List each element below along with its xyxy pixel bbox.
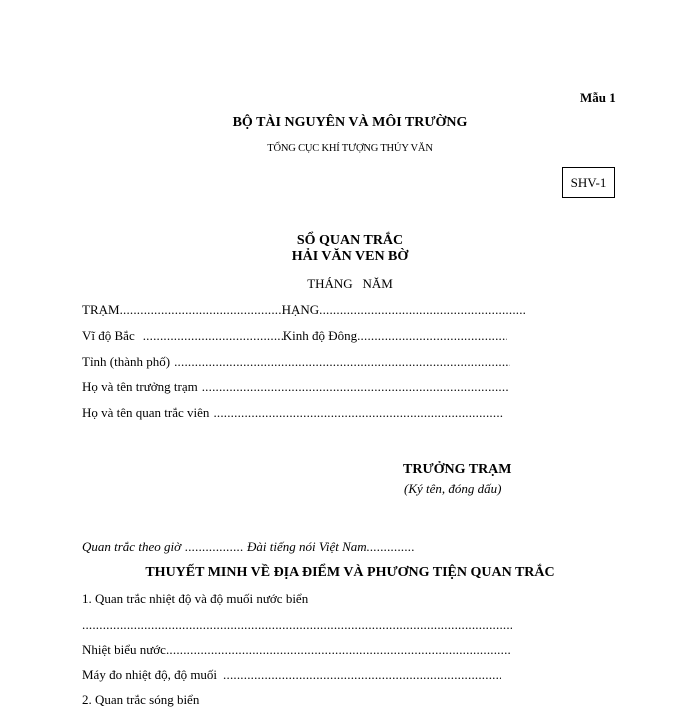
- thermometer-fill[interactable]: [166, 642, 510, 658]
- latitude-row: [82, 328, 507, 346]
- radio-label: Đài tiếng nói Việt Nam: [247, 539, 367, 554]
- item1-row: [82, 591, 308, 609]
- month-year: THÁNG NĂM: [307, 276, 393, 291]
- grade-label: HẠNG: [281, 302, 320, 317]
- province-fill[interactable]: [174, 354, 510, 370]
- province-label: Tỉnh (thành phố): [82, 354, 171, 369]
- observation-fill[interactable]: [185, 539, 243, 555]
- latitude-label: Vĩ độ Bắc: [82, 328, 135, 343]
- form-code: Mẫu 1: [580, 90, 616, 105]
- form-id-box: SHV-1: [562, 167, 615, 198]
- longitude-label: Kinh độ Đông: [282, 328, 358, 343]
- observer-label: Họ và tên quan trắc viên: [82, 405, 210, 420]
- grade-fill[interactable]: [319, 302, 527, 318]
- item1-fill-row: [82, 617, 512, 635]
- meter-fill[interactable]: [223, 667, 501, 683]
- meter-row: [82, 667, 501, 685]
- longitude-fill[interactable]: [357, 328, 507, 344]
- latitude-fill[interactable]: [143, 328, 283, 344]
- item2-row: [82, 692, 199, 710]
- station-label: TRẠM: [82, 302, 120, 317]
- title-line2: HẢI VĂN VEN BỜ: [291, 249, 409, 264]
- thermometer-row: [82, 642, 510, 660]
- province-row: [82, 354, 510, 372]
- thermometer-label: Nhiệt biểu nước: [82, 642, 166, 657]
- item1-label: 1. Quan trắc nhiệt độ và độ muối nước biển: [82, 591, 309, 606]
- meter-label: Máy đo nhiệt độ, độ muối: [82, 667, 218, 682]
- chief-fill[interactable]: [202, 379, 508, 395]
- observation-label: Quan trắc theo giờ: [82, 539, 182, 554]
- station-row: [82, 302, 527, 320]
- chief-row: [82, 379, 508, 397]
- observer-row: [82, 405, 504, 423]
- title-line1: SỔ QUAN TRẮC: [296, 233, 404, 248]
- station-fill[interactable]: [120, 302, 282, 318]
- chief-label: Họ và tên trưởng trạm: [82, 379, 198, 394]
- signature-title: TRƯỞNG TRẠM: [403, 462, 512, 477]
- observation-row: [82, 539, 415, 557]
- section-title: THUYẾT MINH VỀ ĐỊA ĐIỂM VÀ PHƯƠNG TIỆN QUAN TRẮC: [145, 565, 555, 580]
- observer-fill[interactable]: [213, 405, 504, 421]
- item1-fill[interactable]: [82, 617, 512, 633]
- signature-note: (Ký tên, đóng dấu): [404, 481, 502, 496]
- item2-label: 2. Quan trắc sóng biển: [82, 692, 200, 707]
- agency-name: TỔNG CỤC KHÍ TƯỢNG THỦY VĂN: [267, 143, 433, 154]
- ministry-name: BỘ TÀI NGUYÊN VÀ MÔI TRƯỜNG: [232, 115, 468, 130]
- radio-fill[interactable]: [367, 539, 415, 555]
